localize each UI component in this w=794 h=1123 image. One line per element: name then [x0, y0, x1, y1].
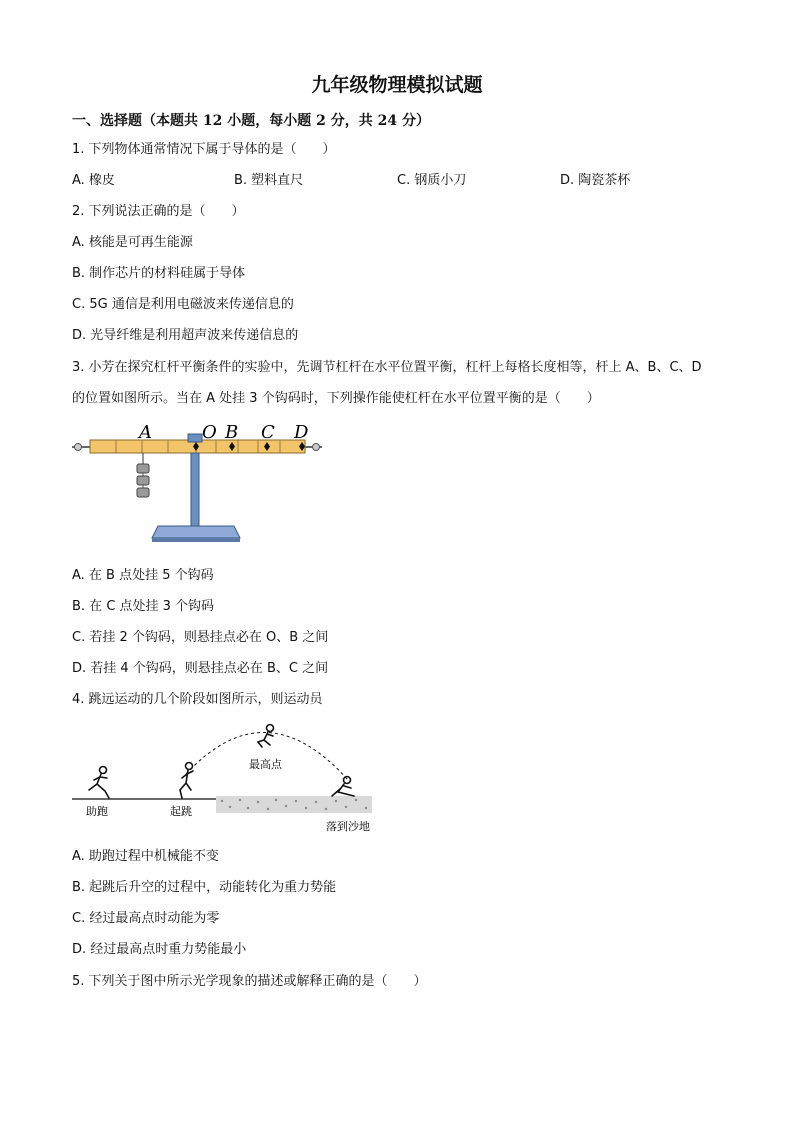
question-3-stem-line2: 的位置如图所示。当在 A 处挂 3 个钩码时，下列操作能使杠杆在水平位置平衡的是（ ） — [72, 391, 600, 406]
label-a: A — [139, 422, 152, 443]
question-4-option-c: C. 经过最高点时动能为零 — [72, 911, 220, 926]
question-1-option-c: C. 钢质小刀 — [397, 173, 467, 188]
question-1-option-d: D. 陶瓷茶杯 — [560, 173, 631, 188]
caption-run-up: 助跑 — [86, 805, 108, 818]
question-2-option-c: C. 5G 通信是利用电磁波来传递信息的 — [72, 297, 294, 312]
label-d: D — [294, 422, 309, 443]
long-jump-figure — [70, 718, 380, 836]
question-4-option-d: D. 经过最高点时重力势能最小 — [72, 942, 247, 957]
question-3-option-c: C. 若挂 2 个钩码，则悬挂点必在 O、B 之间 — [72, 630, 329, 645]
question-4-stem: 4. 跳远运动的几个阶段如图所示，则运动员 — [72, 692, 323, 707]
section-heading: 一、选择题（本题共 12 小题，每小题 2 分，共 24 分） — [72, 113, 430, 129]
question-5-stem: 5. 下列关于图中所示光学现象的描述或解释正确的是（ ） — [72, 974, 427, 989]
question-3-option-b: B. 在 C 点处挂 3 个钩码 — [72, 599, 215, 614]
label-b: B — [225, 422, 239, 443]
question-3-stem-line1: 3. 小芳在探究杠杆平衡条件的实验中，先调节杠杆在水平位置平衡，杠杆上每格长度相等，杆上 A、B、C、D — [72, 360, 702, 375]
label-o: O — [202, 422, 217, 443]
question-3-option-d: D. 若挂 4 个钩码，则悬挂点必在 B、C 之间 — [72, 661, 329, 676]
caption-landing: 落到沙地 — [326, 820, 370, 833]
question-2-option-a: A. 核能是可再生能源 — [72, 235, 193, 250]
label-c: C — [261, 422, 275, 443]
question-1-option-a: A. 橡皮 — [72, 173, 115, 188]
question-1-stem: 1. 下列物体通常情况下属于导体的是（ ） — [72, 142, 336, 157]
caption-take-off: 起跳 — [170, 805, 192, 818]
question-4-option-b: B. 起跳后升空的过程中，动能转化为重力势能 — [72, 880, 337, 895]
question-1-option-b: B. 塑料直尺 — [234, 173, 304, 188]
page-title: 九年级物理模拟试题 — [311, 74, 483, 96]
question-2-stem: 2. 下列说法正确的是（ ） — [72, 204, 245, 219]
question-4-option-a: A. 助跑过程中机械能不变 — [72, 849, 219, 864]
caption-highest-point: 最高点 — [249, 758, 282, 771]
question-2-option-b: B. 制作芯片的材料硅属于导体 — [72, 266, 246, 281]
question-3-option-a: A. 在 B 点处挂 5 个钩码 — [72, 568, 214, 583]
question-2-option-d: D. 光导纤维是利用超声波来传递信息的 — [72, 328, 299, 343]
lever-figure — [70, 420, 330, 552]
